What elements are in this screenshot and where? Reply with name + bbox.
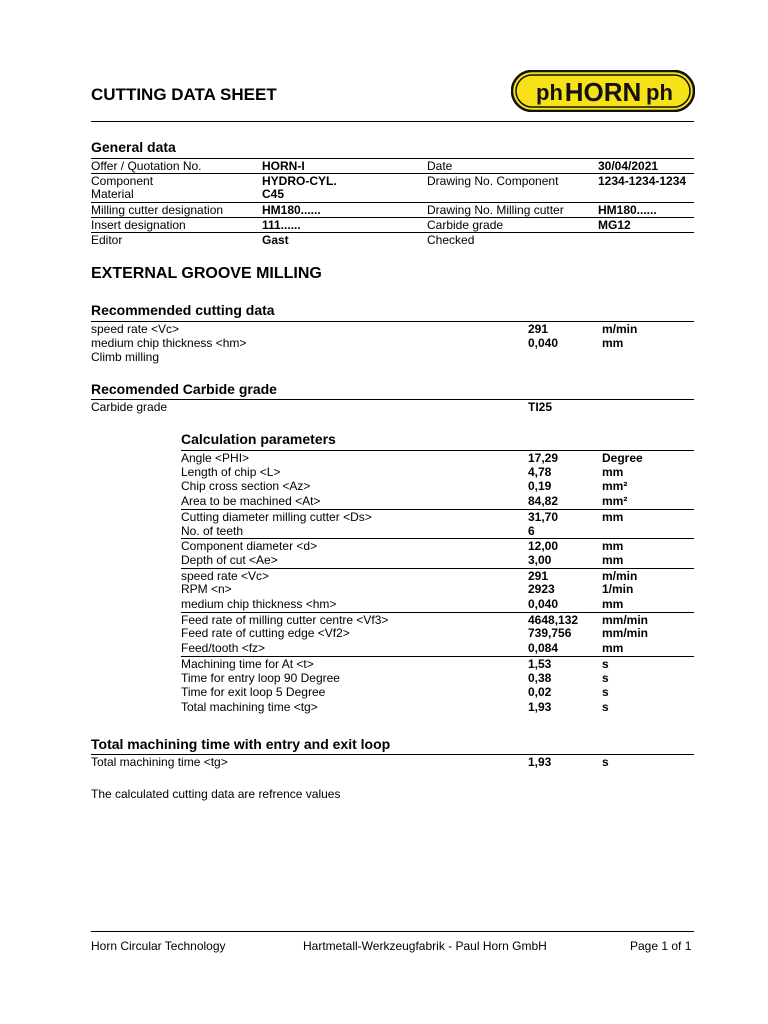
cell-unit: s [602, 656, 609, 671]
table-row [91, 202, 694, 218]
table-row [181, 685, 694, 700]
table-row [91, 158, 694, 174]
table-row [181, 641, 694, 656]
cell-value: 0,040 [528, 335, 559, 350]
cell-l1: Insert designation [91, 217, 186, 232]
cell-label: Length of chip <L> [181, 464, 281, 479]
reference-note: The calculated cutting data are refrence values [91, 787, 341, 801]
table-row [181, 656, 694, 672]
operation-title: EXTERNAL GROOVE MILLING [91, 265, 322, 282]
footer-center: Hartmetall-Werkzeugfabrik - Paul Horn GmbH [303, 939, 547, 953]
table-row [91, 399, 694, 415]
table-row [91, 187, 694, 202]
cell-v2: MG12 [598, 217, 631, 232]
cell-v2: 30/04/2021 [598, 159, 659, 173]
cell-label: Depth of cut <Ae> [181, 552, 278, 567]
header-divider [91, 121, 694, 122]
cell-label: Time for exit loop 5 Degree [181, 685, 326, 700]
cell-label: Time for entry loop 90 Degree [181, 670, 340, 685]
cell-v1: HM180...... [262, 203, 321, 218]
cell-value: 2923 [528, 582, 555, 597]
cell-value: 4,78 [528, 464, 552, 479]
cell-label: Feed rate of cutting edge <Vf2> [181, 626, 350, 641]
cell-unit: mm [602, 539, 624, 554]
cell-l2: Date [427, 159, 453, 173]
cell-v1: 111...... [262, 217, 301, 232]
cell-value: 1,53 [528, 656, 552, 671]
cell-value: 0,19 [528, 479, 552, 494]
cell-unit: s [602, 699, 609, 714]
cell-v2: HM180...... [598, 203, 657, 218]
cell-value: 3,00 [528, 552, 552, 567]
cell-label: RPM <n> [181, 582, 232, 597]
svg-text:ph: ph [536, 80, 563, 105]
cell-label: Feed rate of milling cutter centre <Vf3> [181, 612, 389, 627]
cell-label: Area to be machined <At> [181, 494, 321, 509]
cell-v2: 1234-1234-1234 [598, 173, 687, 188]
table-row [181, 582, 694, 597]
cell-l2: Drawing No. Component [427, 173, 559, 188]
horn-logo-icon [511, 70, 695, 112]
cell-label: Cutting diameter milling cutter <Ds> [181, 509, 372, 524]
cell-unit: m/min [602, 322, 638, 336]
cell-value: 739,756 [528, 626, 572, 641]
cell-label: speed rate <Vc> [181, 568, 270, 583]
cell-label: Carbide grade [91, 400, 168, 414]
footer-divider [91, 931, 694, 932]
cell-l2: Carbide grade [427, 217, 504, 232]
cell-unit: s [602, 755, 609, 769]
cell-label: Feed/tooth <fz> [181, 641, 266, 656]
cell-value: 1,93 [528, 755, 552, 769]
table-row [91, 321, 694, 337]
cell-value: 6 [528, 523, 535, 538]
cell-unit: mm² [602, 494, 628, 509]
cell-unit: mm [602, 335, 624, 350]
recommended-cutting-data-title: Recommended cutting data [91, 302, 275, 318]
cell-label: Chip cross section <Az> [181, 479, 311, 494]
cell-label: No. of teeth [181, 523, 244, 538]
cell-unit: mm [602, 552, 624, 567]
cell-unit: mm [602, 464, 624, 479]
table-row [181, 671, 694, 686]
carbide-grade-title: Recomended Carbide grade [91, 381, 277, 397]
cell-v1: C45 [262, 187, 285, 202]
cell-value: 31,70 [528, 509, 559, 524]
cell-label: Angle <PHI> [181, 451, 250, 465]
table-row [181, 494, 694, 509]
table-row [91, 217, 694, 233]
cell-unit: mm/min [602, 626, 649, 641]
table-row [91, 173, 694, 189]
cell-l1: Milling cutter designation [91, 203, 224, 218]
table-row [181, 538, 694, 554]
cell-unit: s [602, 670, 609, 685]
cell-l2: Checked [427, 232, 475, 247]
cell-value: 0,084 [528, 641, 559, 656]
cell-label: Total machining time <tg> [181, 699, 318, 714]
table-row [181, 553, 694, 568]
cell-value: 17,29 [528, 451, 559, 465]
cell-label: medium chip thickness <hm> [91, 335, 247, 350]
cell-v1: Gast [262, 232, 289, 247]
table-row [181, 524, 694, 539]
cell-unit: Degree [602, 451, 643, 465]
svg-text:ph: ph [646, 80, 673, 105]
cell-l1: Component [91, 173, 154, 188]
cell-value: 84,82 [528, 494, 559, 509]
table-row [181, 479, 694, 494]
cell-label: speed rate <Vc> [91, 322, 180, 336]
table-row [181, 465, 694, 480]
table-row [91, 350, 694, 365]
cell-value: 12,00 [528, 539, 559, 554]
cell-l1: Offer / Quotation No. [91, 159, 202, 173]
cell-value: 291 [528, 322, 549, 336]
cell-label: Component diameter <d> [181, 539, 318, 554]
cell-value: 4648,132 [528, 612, 579, 627]
table-row [181, 450, 694, 466]
cell-unit: mm [602, 597, 624, 611]
table-row [181, 626, 694, 641]
cell-unit: mm/min [602, 612, 649, 627]
cell-label: Machining time for At <t> [181, 656, 314, 671]
table-row [181, 568, 694, 584]
svg-text:HORN: HORN [564, 77, 642, 107]
table-row [91, 754, 694, 770]
cell-value: TI25 [528, 400, 553, 414]
cell-value: 0,040 [528, 597, 559, 611]
cell-label: medium chip thickness <hm> [181, 597, 337, 611]
footer-page-number: Page 1 of 1 [630, 939, 692, 953]
general-data-title: General data [91, 139, 176, 155]
table-row [91, 232, 694, 248]
total-machining-time-title: Total machining time with entry and exit loop [91, 736, 391, 752]
cell-l1: Editor [91, 232, 123, 247]
cell-unit: m/min [602, 568, 638, 583]
calculation-parameters-title: Calculation parameters [181, 431, 336, 447]
cell-value: 291 [528, 568, 549, 583]
cell-unit: mm [602, 641, 624, 656]
cell-unit: mm [602, 509, 624, 524]
footer-left: Horn Circular Technology [91, 939, 226, 953]
cell-l1: Material [91, 187, 134, 202]
table-row [181, 597, 694, 612]
table-row [91, 336, 694, 351]
table-row [181, 700, 694, 715]
cell-value: 0,02 [528, 685, 552, 700]
cell-label: Climb milling [91, 350, 160, 365]
cell-unit: mm² [602, 479, 628, 494]
table-row [181, 612, 694, 628]
table-row [181, 509, 694, 525]
cell-unit: 1/min [602, 582, 634, 597]
page-title: CUTTING DATA SHEET [91, 85, 277, 104]
cell-l2: Drawing No. Milling cutter [427, 203, 564, 218]
cell-v1: HYDRO-CYL. [262, 173, 337, 188]
cell-unit: s [602, 685, 609, 700]
cell-v1: HORN-I [262, 159, 305, 173]
cell-value: 1,93 [528, 699, 552, 714]
cell-label: Total machining time <tg> [91, 755, 228, 769]
cell-value: 0,38 [528, 670, 552, 685]
